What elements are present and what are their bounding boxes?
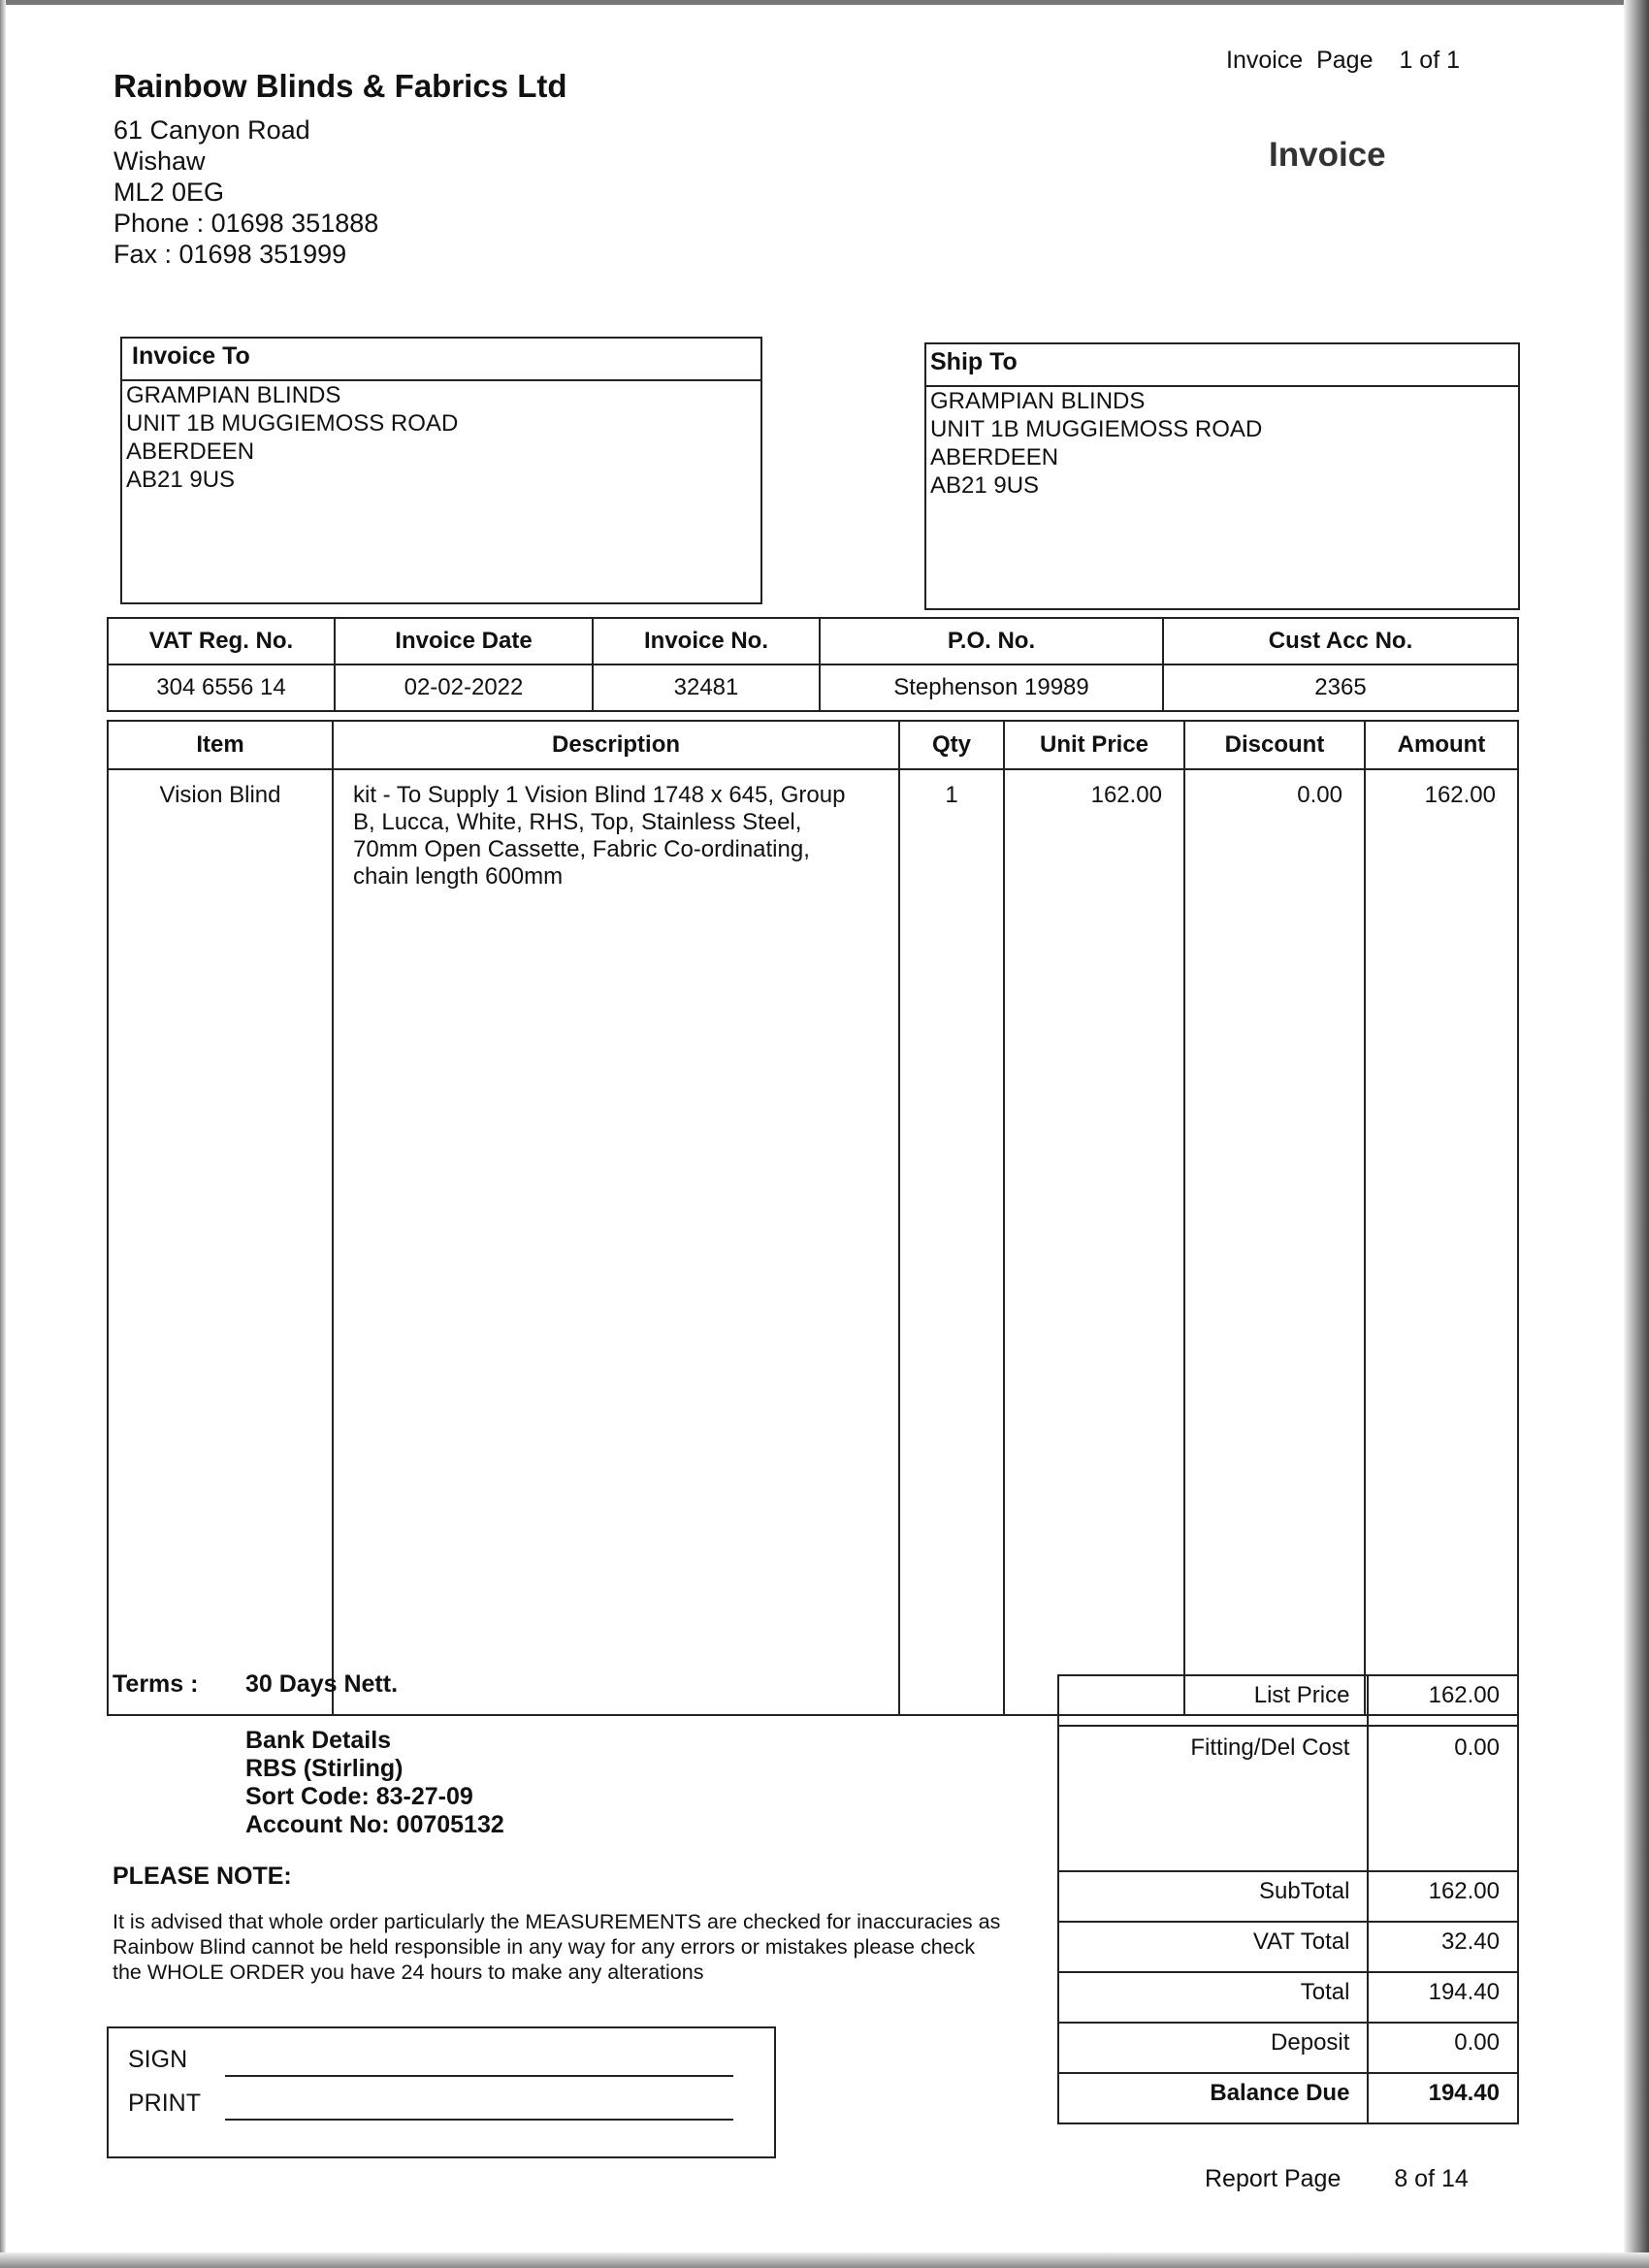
fitting-cost-label: Fitting/Del Cost: [1058, 1726, 1368, 1871]
document-title: Invoice: [1269, 136, 1386, 174]
vat-reg-header: VAT Reg. No.: [108, 618, 335, 664]
item-cell: Vision Blind: [108, 769, 333, 1715]
bank-details: [245, 1727, 504, 1839]
terms-value: 30 Days Nett.: [245, 1670, 399, 1698]
items-header-row: [108, 721, 1518, 769]
company-address-line: ML2 0EG: [113, 178, 225, 207]
bank-name: RBS (Stirling): [245, 1755, 404, 1782]
address-line: ABERDEEN: [126, 438, 255, 465]
scan-edge-left: [0, 0, 6, 2268]
address-line: GRAMPIAN BLINDS: [930, 388, 1146, 414]
totals-row: [1058, 1726, 1518, 1871]
ship-to-address: [926, 387, 1518, 500]
balance-due-label: Balance Due: [1058, 2073, 1368, 2123]
company-address-line: Wishaw: [113, 146, 206, 176]
company-name: Rainbow Blinds & Fabrics Ltd: [113, 68, 567, 104]
fitting-cost-value: 0.00: [1368, 1726, 1518, 1871]
invoice-to-header: Invoice To: [122, 339, 760, 381]
amount-cell: 162.00: [1365, 769, 1518, 1715]
total-label: Total: [1058, 1972, 1368, 2023]
deposit-value: 0.00: [1368, 2023, 1518, 2073]
address-line: GRAMPIAN BLINDS: [126, 382, 341, 408]
address-line: ABERDEEN: [930, 444, 1059, 470]
invoice-page-value: 1 of 1: [1399, 47, 1461, 74]
ship-to-header: Ship To: [926, 344, 1518, 387]
discount-cell: 0.00: [1184, 769, 1365, 1715]
bank-sort-code: Sort Code: 83-27-09: [245, 1783, 473, 1810]
bank-account-no: Account No: 00705132: [245, 1811, 504, 1838]
sign-line[interactable]: [225, 2075, 733, 2077]
invoice-date-value: 02-02-2022: [335, 664, 593, 711]
please-note-text: It is advised that whole order particularly the MEASUREMENTS are checked for inaccuracies as Rainbow Blind cannot be held responsible in any way for any errors or mistakes please check the WHOLE ORDER you have 24 hours to make any alterations: [113, 1910, 1001, 1984]
meta-header-row: [108, 618, 1518, 664]
totals-row: [1058, 1675, 1518, 1726]
unit-price-header: Unit Price: [1004, 721, 1184, 769]
balance-due-value: 194.40: [1368, 2073, 1518, 2123]
vat-total-value: 32.40: [1368, 1922, 1518, 1972]
table-row: [108, 769, 1518, 1715]
list-price-value: 162.00: [1368, 1675, 1518, 1726]
company-phone: Phone : 01698 351888: [113, 209, 379, 238]
cust-acc-header: Cust Acc No.: [1163, 618, 1518, 664]
amount-header: Amount: [1365, 721, 1518, 769]
list-price-label: List Price: [1058, 1675, 1368, 1726]
vat-total-label: VAT Total: [1058, 1922, 1368, 1972]
totals-row: [1058, 1871, 1518, 1922]
discount-header: Discount: [1184, 721, 1365, 769]
sign-label: SIGN: [128, 2046, 188, 2073]
address-line: UNIT 1B MUGGIEMOSS ROAD: [126, 410, 459, 437]
invoice-date-header: Invoice Date: [335, 618, 593, 664]
totals-table: [1057, 1674, 1519, 2124]
scan-edge-top: [0, 0, 1649, 5]
item-header: Item: [108, 721, 333, 769]
address-line: AB21 9US: [126, 467, 236, 493]
scan-edge-right: [1624, 0, 1649, 2268]
meta-value-row: [108, 664, 1518, 711]
scan-edge-bottom: [0, 2252, 1649, 2268]
cust-acc-value: 2365: [1163, 664, 1518, 711]
invoice-to-box: [120, 337, 762, 604]
totals-row: [1058, 2023, 1518, 2073]
vat-reg-value: 304 6556 14: [108, 664, 335, 711]
unit-price-cell: 162.00: [1004, 769, 1184, 1715]
deposit-label: Deposit: [1058, 2023, 1368, 2073]
subtotal-label: SubTotal: [1058, 1871, 1368, 1922]
company-address-line: 61 Canyon Road: [113, 115, 310, 145]
qty-cell: 1: [899, 769, 1004, 1715]
subtotal-value: 162.00: [1368, 1871, 1518, 1922]
invoice-no-value: 32481: [593, 664, 820, 711]
terms-label: Terms :: [113, 1670, 199, 1698]
line-items-table: [107, 720, 1519, 1716]
invoice-meta-table: [107, 617, 1519, 712]
description-header: Description: [333, 721, 899, 769]
qty-header: Qty: [899, 721, 1004, 769]
signature-box: [107, 2026, 776, 2158]
report-page-label: Report Page: [1205, 2165, 1342, 2192]
ship-to-box: [924, 342, 1520, 610]
company-address: [113, 114, 378, 270]
totals-row: [1058, 2073, 1518, 2123]
company-fax: Fax : 01698 351999: [113, 240, 347, 269]
invoice-page-label: Invoice Page: [1226, 47, 1374, 74]
invoice-to-address: [122, 381, 760, 494]
bank-details-title: Bank Details: [245, 1727, 392, 1754]
invoice-page-info: [1226, 47, 1479, 75]
report-page-info: [1205, 2165, 1469, 2193]
description-cell: kit - To Supply 1 Vision Blind 1748 x 645, Group B, Lucca, White, RHS, Top, Stainless Steel, 70mm Open Cassette, Fabric Co-ordinating, chain length 600mm: [333, 769, 899, 1715]
po-no-header: P.O. No.: [820, 618, 1163, 664]
totals-row: [1058, 1972, 1518, 2023]
address-line: AB21 9US: [930, 472, 1040, 499]
totals-row: [1058, 1922, 1518, 1972]
report-page-value: 8 of 14: [1394, 2165, 1469, 2192]
print-label: PRINT: [128, 2090, 201, 2117]
po-no-value: Stephenson 19989: [820, 664, 1163, 711]
please-note-title: PLEASE NOTE:: [113, 1863, 292, 1890]
total-value: 194.40: [1368, 1972, 1518, 2023]
address-line: UNIT 1B MUGGIEMOSS ROAD: [930, 416, 1263, 442]
invoice-no-header: Invoice No.: [593, 618, 820, 664]
print-line[interactable]: [225, 2119, 733, 2121]
